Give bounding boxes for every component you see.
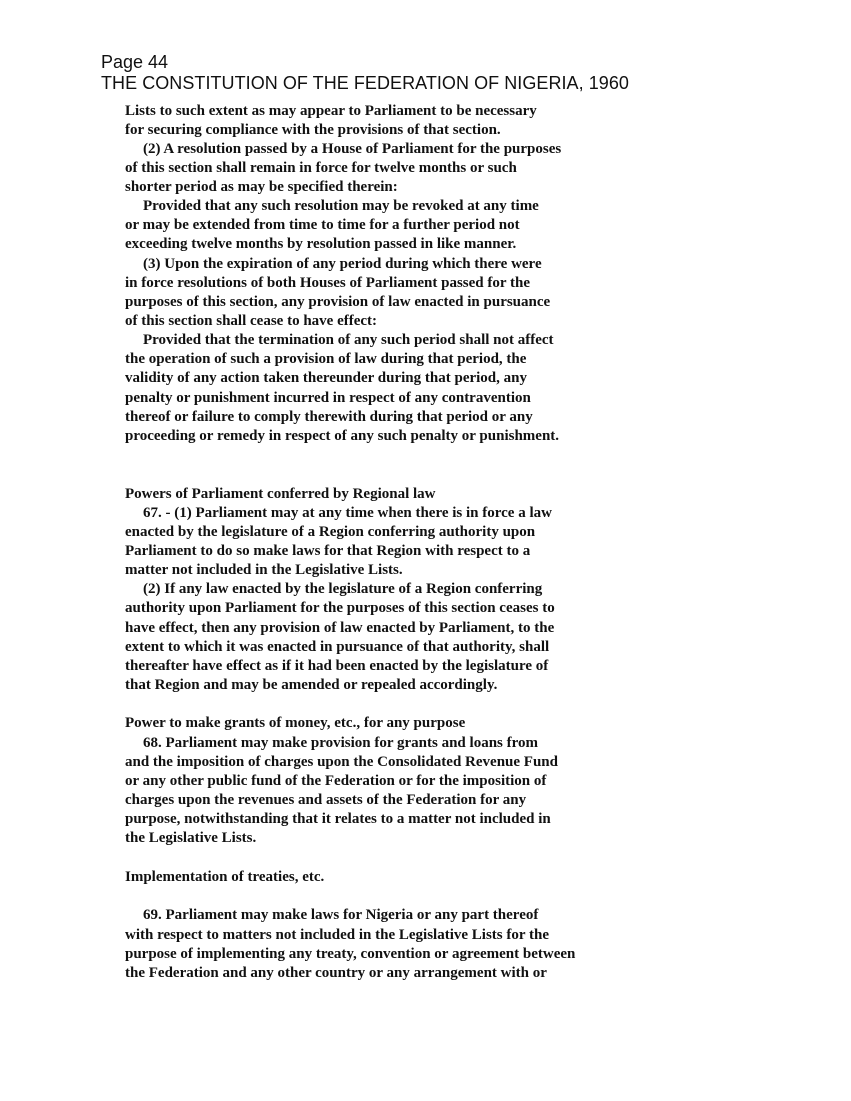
text-line: purpose, notwithstanding that it relates to a matter not included in	[125, 811, 551, 827]
text-line: the operation of such a provision of law during that period, the	[125, 351, 527, 367]
text-line: (2) If any law enacted by the legislature of a Region conferring	[143, 581, 543, 597]
text-line: matter not included in the Legislative Lists.	[125, 562, 403, 578]
text-line: and the imposition of charges upon the Consolidated Revenue Fund	[125, 754, 558, 770]
text-line: (2) A resolution passed by a House of Parliament for the purposes	[143, 141, 562, 157]
text-line: penalty or punishment incurred in respect of any contravention	[125, 390, 531, 406]
text-line: for securing compliance with the provisions of that section.	[125, 122, 501, 138]
text-line: 67. - (1) Parliament may at any time when there is in force a law	[143, 505, 552, 521]
text-line: with respect to matters not included in the Legislative Lists for the	[125, 927, 549, 943]
text-line: Provided that the termination of any such period shall not affect	[143, 332, 554, 348]
text-line: extent to which it was enacted in pursuance of that authority, shall	[125, 639, 550, 655]
text-line: validity of any action taken thereunder during that period, any	[125, 370, 527, 386]
text-line: charges upon the revenues and assets of the Federation for any	[125, 792, 527, 808]
page-number: Page 44	[101, 52, 169, 72]
document-title: THE CONSTITUTION OF THE FEDERATION OF NIGERIA, 1960	[101, 73, 629, 93]
text-line: purpose of implementing any treaty, convention or agreement between	[125, 946, 576, 962]
text-line: of this section shall cease to have effect:	[125, 313, 378, 329]
text-line: in force resolutions of both Houses of Parliament passed for the	[125, 275, 530, 291]
text-line: authority upon Parliament for the purposes of this section ceases to	[125, 600, 555, 616]
text-line: thereafter have effect as if it had been enacted by the legislature of	[125, 658, 549, 674]
section-heading: Implementation of treaties, etc.	[125, 869, 325, 885]
text-line: have effect, then any provision of law enacted by Parliament, to the	[125, 620, 555, 636]
text-line: Provided that any such resolution may be revoked at any time	[143, 198, 539, 214]
text-line: Parliament to do so make laws for that Region with respect to a	[125, 543, 531, 559]
text-line: the Federation and any other country or any arrangement with or	[125, 965, 547, 981]
text-line: 68. Parliament may make provision for grants and loans from	[143, 735, 539, 751]
text-line: of this section shall remain in force for twelve months or such	[125, 160, 517, 176]
text-line: enacted by the legislature of a Region conferring authority upon	[125, 524, 536, 540]
text-line: or may be extended from time to time for a further period not	[125, 217, 520, 233]
section-heading: Powers of Parliament conferred by Regional law	[125, 486, 436, 502]
text-line: Lists to such extent as may appear to Parliament to be necessary	[125, 103, 537, 119]
section-heading: Power to make grants of money, etc., for any purpose	[125, 715, 466, 731]
text-line: the Legislative Lists.	[125, 830, 257, 846]
text-line: or any other public fund of the Federation or for the imposition of	[125, 773, 547, 789]
text-line: purposes of this section, any provision of law enacted in pursuance	[125, 294, 551, 310]
text-line: thereof or failure to comply therewith during that period or any	[125, 409, 533, 425]
text-line: that Region and may be amended or repealed accordingly.	[125, 677, 498, 693]
text-line: (3) Upon the expiration of any period during which there were	[143, 256, 542, 272]
text-line: 69. Parliament may make laws for Nigeria or any part thereof	[143, 907, 539, 923]
text-line: proceeding or remedy in respect of any such penalty or punishment.	[125, 428, 560, 444]
text-line: shorter period as may be specified therein:	[125, 179, 398, 195]
text-line: exceeding twelve months by resolution passed in like manner.	[125, 236, 517, 252]
